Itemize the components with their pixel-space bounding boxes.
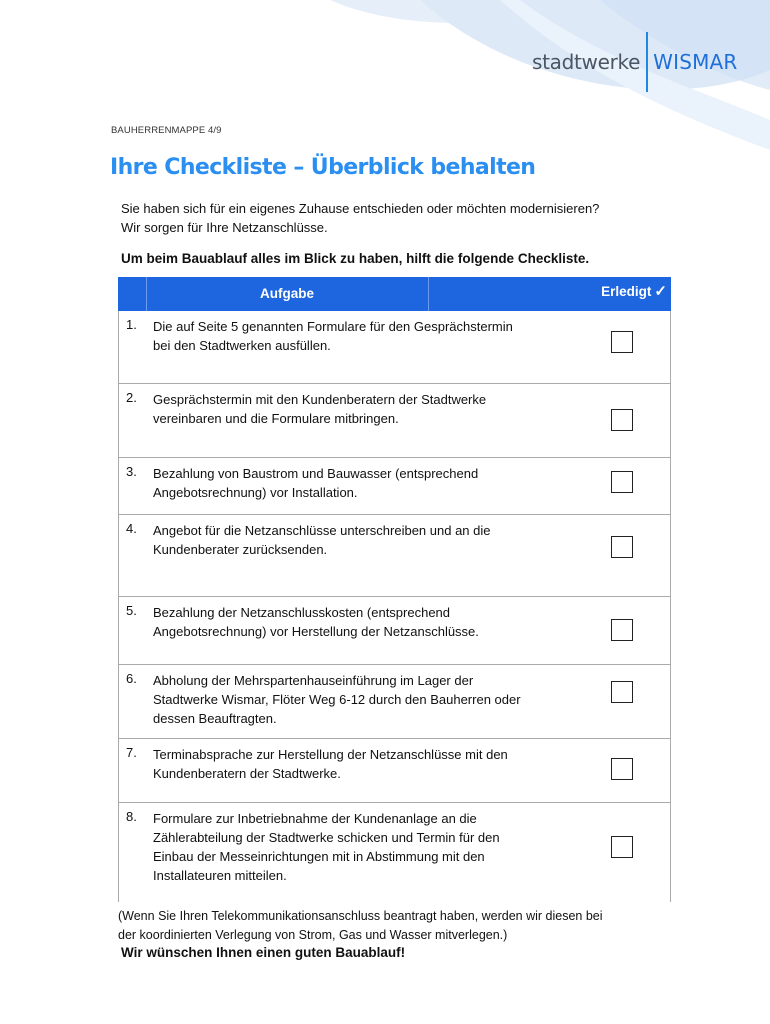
task-line: Terminabsprache zur Herstellung der Netzanschlüsse mit den [153,747,508,762]
task-line: Formulare zur Inbetriebnahme der Kundenanlage an die [153,811,477,826]
row-number: 6. [126,671,137,686]
row-number: 4. [126,521,137,536]
task-text [153,603,479,641]
task-line: Gesprächstermin mit den Kundenberatern der Stadtwerke [153,392,487,407]
task-text [153,745,508,783]
header-done-label: Erledigt [601,284,652,299]
table-row [118,665,671,739]
closing-text: Wir wünschen Ihnen einen guten Bauablauf! [121,945,406,960]
row-number: 3. [126,464,137,479]
done-checkbox[interactable] [611,619,633,641]
done-checkbox[interactable] [611,758,633,780]
table-row [118,384,671,458]
table-row [118,311,671,384]
row-number: 8. [126,809,137,824]
task-line: Bezahlung der Netzanschlusskosten (entsprechend [153,605,451,620]
task-text [153,317,513,355]
intro-text [121,199,599,237]
header-number-cell [118,277,147,311]
row-number: 5. [126,603,137,618]
task-line: Installateuren mitteilen. [153,868,287,883]
table-row [118,803,671,902]
task-text [153,390,486,428]
task-text [153,671,521,728]
task-line: Angebotsrechnung) vor Installation. [153,485,358,500]
telecom-note [118,907,603,945]
row-number: 1. [126,317,137,332]
row-number: 7. [126,745,137,760]
stadtwerke-wismar-logo [532,32,738,92]
task-line: Einbau der Messeinrichtungen mit in Abstimmung mit den [153,849,485,864]
done-checkbox[interactable] [611,471,633,493]
task-line: Angebot für die Netzanschlüsse unterschreiben und an die [153,523,491,538]
task-line: Die auf Seite 5 genannten Formulare für den Gesprächstermin [153,319,513,334]
checklist-lead-text: Um beim Bauablauf alles im Blick zu haben, hilft die folgende Checkliste. [121,251,590,266]
checklist-table [118,277,671,902]
logo-text-wismar: WISMAR [653,50,738,74]
intro-line: Sie haben sich für ein eigenes Zuhause entschieden oder möchten modernisieren? [121,201,600,216]
task-line: Zählerabteilung der Stadtwerke schicken und Termin für den [153,830,500,845]
done-checkbox[interactable] [611,409,633,431]
note-line: der koordinierten Verlegung von Strom, Gas und Wasser mitverlegen.) [118,928,508,942]
task-line: Abholung der Mehrspartenhauseinführung im Lager der [153,673,474,688]
checkmark-icon: ✓ [654,283,667,300]
row-number: 2. [126,390,137,405]
task-line: Bezahlung von Baustrom und Bauwasser (entsprechend [153,466,479,481]
task-line: vereinbaren und die Formulare mitbringen. [153,411,399,426]
task-line: Kundenberater zurücksenden. [153,542,328,557]
intro-line: Wir sorgen für Ihre Netzanschlüsse. [121,220,328,235]
task-line: dessen Beauftragten. [153,711,277,726]
table-row [118,515,671,597]
logo-divider [646,32,648,92]
task-line: Kundenberatern der Stadtwerke. [153,766,341,781]
table-row [118,458,671,515]
task-text [153,521,491,559]
table-row [118,739,671,803]
done-checkbox[interactable] [611,536,633,558]
done-checkbox[interactable] [611,331,633,353]
task-text [153,809,500,885]
task-line: Angebotsrechnung) vor Herstellung der Netzanschlüsse. [153,624,479,639]
done-checkbox[interactable] [611,681,633,703]
task-line: bei den Stadtwerken ausfüllen. [153,338,331,353]
table-header [118,277,671,311]
note-line: (Wenn Sie Ihren Telekommunikationsanschluss beantragt haben, werden wir diesen bei [118,909,603,923]
table-row [118,597,671,665]
header-done-column [601,277,667,307]
logo-text-stadtwerke: stadtwerke [532,50,641,74]
document-page-label: BAUHERRENMAPPE 4/9 [111,125,222,136]
header-task-column: Aufgabe [146,277,429,311]
task-text [153,464,478,502]
page-title: Ihre Checkliste – Überblick behalten [110,155,536,180]
done-checkbox[interactable] [611,836,633,858]
task-line: Stadtwerke Wismar, Flöter Weg 6-12 durch den Bauherren oder [153,692,521,707]
